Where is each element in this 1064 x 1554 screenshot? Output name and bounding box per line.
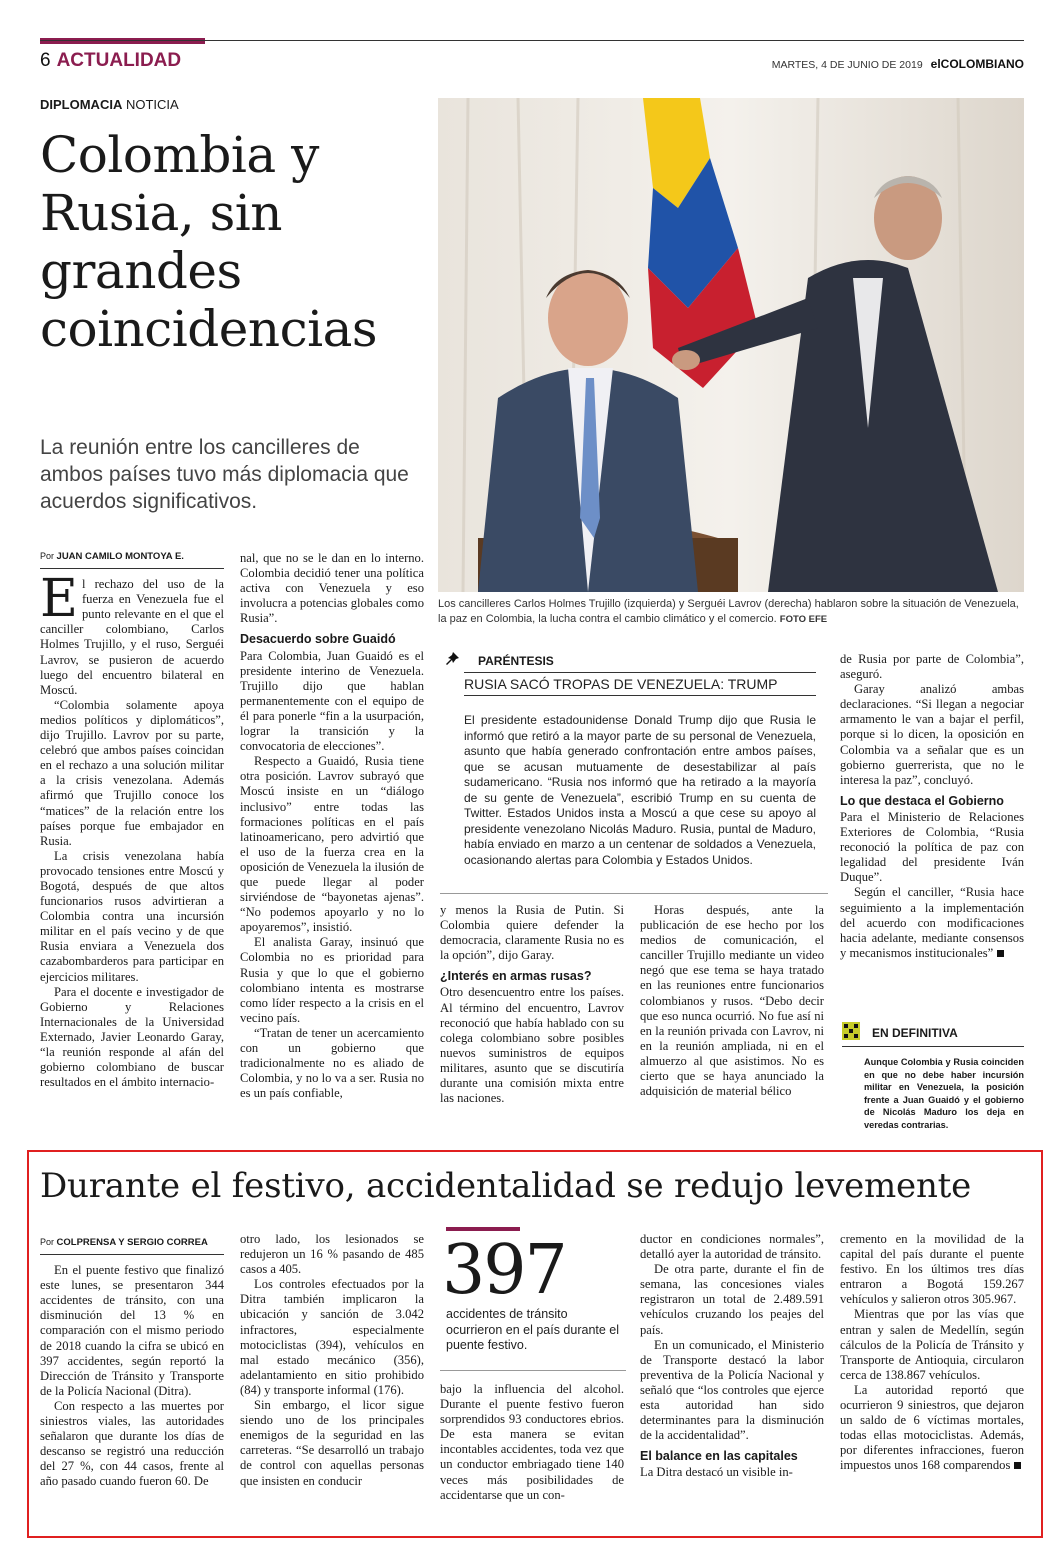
sidebar-body: El presidente estadounidense Donald Trump dijo que Rusia le informó que retiró a la mayor parte de su personal de Venezuela, asunto que había generado confrontación entre ambos países, que se acusan mutuamente de desestabilizar al país sudamericano. “Rusia nos informó que ha retirado a la mayoría de su gente de Venezuela”, escribió Trump en su cuenta de Twitter. Estados Unidos insta a Moscú a que cese su apoyo al presidente venezolano Nicolás Maduro. Rusia, puntal de Maduro, había enviado en marzo a un centenar de soldados a Venezuela, ocasionando alertas para Colombia y Estados Unidos. bbox=[464, 713, 816, 867]
paragraph: Otro desencuentro entre los países. Al término del encuentro, Lavrov reconoció que había hablado con su colega colombiano sobre posibles nuevos suministros de equipos militares, asunto que se discutiría durante una comisión mixta entre las naciones. bbox=[440, 985, 624, 1106]
paragraph: y menos la Rusia de Putin. Si Colombia quiere defender la democracia, claramente Rusia no es la opción”, dijo Garay. bbox=[440, 903, 624, 963]
section-accent-bar bbox=[40, 38, 205, 44]
summary-rule bbox=[842, 1046, 1024, 1047]
paragraph: Para el Ministerio de Relaciones Exteriores de Colombia, “Rusia reconoció la política de paz con legalidad del presidente Iván Duque”. bbox=[840, 809, 1024, 885]
section-name: ACTUALIDAD bbox=[56, 50, 182, 71]
byline-prefix: Por bbox=[40, 1237, 55, 1247]
paragraph: ductor en condiciones normales”, detalló ayer la autoridad de tránsito. bbox=[640, 1232, 824, 1262]
photo-caption bbox=[438, 597, 1024, 627]
kicker-type: NOTICIA bbox=[125, 97, 179, 112]
sidebar-bottom-rule bbox=[440, 893, 828, 894]
header-rule bbox=[40, 40, 1024, 41]
end-mark bbox=[1014, 1462, 1021, 1469]
paragraph bbox=[840, 885, 1024, 960]
paragraph: Los controles efectuados por la Ditra también implicaron la ubicación y sanción de 3.042 infractores, especialmente motociclistas (394), vehículos en mal estado mecánico (356), adelantamiento en sitio prohibido (84) y transporte informal (176). bbox=[240, 1277, 424, 1397]
paragraph: En el puente festivo que finalizó este lunes, se presentaron 344 accidentes de tránsito, con una disminución del 13 % en comparación con el mismo periodo de 2018 cuando la cifra se ubicó en 397 accidentes, según reportó la Dirección de Tránsito y Transporte de la Policía Nacional (Ditra). bbox=[40, 1263, 224, 1398]
stat-number: 397 bbox=[442, 1231, 566, 1310]
paragraph: Con respecto a las muertes por siniestros viales, las autoridades señalaron que durante los días de descanso se registró una reducción del 27 %, con 44 casos, frente al año pasado cuando fueron 60. De bbox=[40, 1398, 224, 1489]
pushpin-icon bbox=[444, 651, 460, 667]
paragraph: El analista Garay, insinuó que Colombia no es prioridad para Rusia y que lo que el gobierno colombiano intenta es mostrarse como líder respecto a la crisis en el vecino país. bbox=[240, 935, 424, 1025]
paragraph: cremento en la movilidad de la capital del país durante el puente festivo. En los últimos tres días entraron a Bogotá 159.267 vehículos y salieron otros 305.967. bbox=[840, 1232, 1024, 1307]
stat-rule bbox=[440, 1370, 626, 1371]
dateline bbox=[772, 57, 1024, 71]
paragraph: En un comunicado, el Ministerio de Transporte destacó la labor preventiva de la Policía Nacional y señaló que “los controles que ejerce esta autoridad han sido determinantes para la disminución de la accidentalidad”. bbox=[640, 1337, 824, 1443]
byline-author: JUAN CAMILO MONTOYA E. bbox=[56, 551, 184, 562]
article1-column-3 bbox=[440, 903, 624, 1106]
stat-description: accidentes de tránsito ocurrieron en el país durante el puente festivo. bbox=[446, 1307, 620, 1352]
paragraph: “Colombia solamente apoya medios políticos y diplomáticos”, dijo Trujillo. Lavrov por su parte, celebró que ambos países coincidan en el rechazo a una solución militar a la crisis venezolana. Además afirmó que Trujillo conoce los “matices” de la relación entre los países porque fue embajador en Rusia. bbox=[40, 697, 224, 848]
byline-prefix: Por bbox=[40, 551, 55, 561]
byline bbox=[40, 1235, 224, 1255]
paragraph: “Tratan de tener un acercamiento con un gobierno que tradicionalmente no es aliado de Colombia, y no lo va a ser. Rusia no es un país confiable, bbox=[240, 1025, 424, 1101]
paragraph: Respecto a Guaidó, Rusia tiene otra posición. Lavrov subrayó que Moscú insiste en un “diálogo inclusivo” entre todas las formaciones políticas en el país latinoamericano, pero advirtió que el uso de la fuerza crea en la oposición de Venezuela la ilusión de que puede llegar al poder sirviéndose de “bayonetas ajenas”. “No podemos apoyarlo y no lo apoyaremos”, insistió. bbox=[240, 754, 424, 935]
paragraph-text: Según el canciller, “Rusia hace seguimiento a la implementación del acuerdo con modificaciones hacia adelante, mediante consensos y mecanismos institucionales” bbox=[840, 885, 1024, 960]
subhead: Lo que destaca el Gobierno bbox=[840, 793, 1004, 808]
section-label bbox=[40, 50, 181, 72]
article2-column-3 bbox=[440, 1382, 624, 1503]
subhead: El balance en las capitales bbox=[640, 1449, 798, 1464]
article2-headline: Durante el festivo, accidentalidad se redujo levemente bbox=[40, 1166, 972, 1206]
definitiva-icon bbox=[842, 1022, 860, 1040]
summary-label: EN DEFINITIVA bbox=[872, 1026, 958, 1040]
paragraph: La Ditra destacó un visible in- bbox=[640, 1465, 793, 1480]
article1-column-4 bbox=[640, 903, 824, 1099]
brand-logo: elCOLOMBIANO bbox=[930, 57, 1024, 71]
byline bbox=[40, 549, 224, 569]
article1-column-2 bbox=[240, 551, 424, 1101]
paragraph: La crisis venezolana había provocado tensiones entre Moscú y Bogotá, después de que altos funcionarios rusos advirtieran a Colombia contra una incursión militar en el país vecino y de que Rusia enviara a Venezuela dos cazabombarderos para participar en ejercicios militares. bbox=[40, 848, 224, 984]
subhead: Desacuerdo sobre Guaidó bbox=[240, 632, 396, 647]
paragraph: Para Colombia, Juan Guaidó es el presidente interino de Venezuela. Trujillo dijo que hablan permanentemente con el equipo de él para ponerle “fin a la usurpación, lograr la transición y la convocatoria de elecciones”. bbox=[240, 648, 424, 754]
paragraph: Mientras que por las vías que entran y salen de Medellín, según cálculos de la Policía de Tránsito y Transporte de Antioquia, circularon cerca de 138.867 vehículos. bbox=[840, 1307, 1024, 1382]
end-mark bbox=[997, 950, 1004, 957]
paragraph-text: l rechazo del uso de la fuerza en Venezuela fue el punto relevante en el que el canciller colombiano, Carlos Holmes Trujillo, y el ruso, Serguéi Lavrov, se pusieron de acuerdo luego del encuentro bilateral en Moscú. bbox=[40, 577, 224, 697]
paragraph: Horas después, ante la publicación de ese hecho por los medios de comunicación, el canciller Trujillo mediante un video negó que ese tema se haya tratado en las reuniones entre funcionarios colombianos y rusos. “Debo decir que eso nunca ocurrió. No fue así ni en la reunión privada con Lavrov, ni en la reunión ampliada, ni en el almuerzo al que asistimos. No es cierto que se haya anunciado la adquisición de material bélico bbox=[640, 903, 824, 1099]
photo-credit: FOTO EFE bbox=[779, 614, 828, 625]
paragraph bbox=[40, 569, 224, 698]
paragraph: bajo la influencia del alcohol. Durante el puente festivo fueron sorprendidos 93 conductores ebrios. De esta manera se evitan incontables accidentes, toda vez que un conductor embriagado tiene 140 veces más posibilidades de accidentarse que un con- bbox=[440, 1382, 624, 1502]
paragraph bbox=[840, 1383, 1024, 1474]
paragraph: De otra parte, durante el fin de semana, las concesiones viales registraron un total de 2.489.591 vehículos cruzando los peajes del país. bbox=[640, 1262, 824, 1337]
subhead: ¿Interés en armas rusas? bbox=[440, 969, 592, 984]
paragraph: Sin embargo, el licor sigue siendo uno de los principales enemigos de la seguridad en las carreteras. “Se desarrolló un trabajo de control con aquellas personas que insisten en conducir bbox=[240, 1398, 424, 1488]
kicker bbox=[40, 97, 179, 112]
sidebar-label: PARÉNTESIS bbox=[478, 654, 554, 668]
byline-author: COLPRENSA Y SERGIO CORREA bbox=[56, 1237, 208, 1248]
deck: La reunión entre los cancilleres de ambos países tuvo más diplomacia que acuerdos significativos. bbox=[40, 436, 409, 513]
article2-column-2 bbox=[240, 1232, 424, 1489]
caption-text: Los cancilleres Carlos Holmes Trujillo (izquierda) y Serguéi Lavrov (derecha) hablaron sobre la situación de Venezuela, la paz en Colombia, la lucha contra el cambio climático y el comercio. bbox=[438, 598, 1019, 625]
page-number: 6 bbox=[40, 50, 51, 71]
paragraph: Garay analizó ambas declaraciones. “Si llegan a negociar armamento le van a bajar el perfil, porque si lo dicen, la oposición en Colombia va a señalar que es un gobierno guerrerista, que no le interesa la paz”, concluyó. bbox=[840, 682, 1024, 787]
article1-column-5 bbox=[840, 652, 1024, 961]
sidebar-title: RUSIA SACÓ TROPAS DE VENEZUELA: TRUMP bbox=[464, 672, 816, 696]
paragraph: Para el docente e investigador de Gobierno y Relaciones Internacionales de la Universidad Externado, Javier Leonardo Garay, “la reunión responde al afán del gobierno colombiano de buscar resultados en el ámbito internacio- bbox=[40, 984, 224, 1090]
paragraph: de Rusia por parte de Colombia”, aseguró. bbox=[840, 652, 1024, 682]
article2-column-5 bbox=[840, 1232, 1024, 1474]
paragraph: otro lado, los lesionados se redujeron un 16 % pasando de 485 casos a 405. bbox=[240, 1232, 424, 1277]
kicker-topic: DIPLOMACIA bbox=[40, 97, 123, 112]
article2-column-4 bbox=[640, 1232, 824, 1481]
article1-column-1 bbox=[40, 549, 224, 1090]
photo bbox=[438, 98, 1024, 592]
article2-column-1 bbox=[40, 1235, 224, 1490]
paragraph-text: La autoridad reportó que ocurrieron 9 siniestros, que dejaron un saldo de 6 víctimas mortales, todas ellas motociclistas. Además, por diferentes infracciones, fueron impuestos unos 168 comparendos bbox=[840, 1382, 1024, 1473]
headline: Colombia y Rusia, sin grandes coincidencias bbox=[40, 126, 378, 358]
drop-cap: E bbox=[40, 569, 78, 630]
issue-date: MARTES, 4 DE JUNIO DE 2019 bbox=[771, 59, 923, 71]
summary-body: Aunque Colombia y Rusia coinciden en que no debe haber incursión militar en Venezuela, la posición frente a Juan Guaidó y el gobierno de Nicolás Maduro los deja en veredas contrarias. bbox=[864, 1057, 1024, 1130]
paragraph: nal, que no se le dan en lo interno. Colombia decidió tener una política activa con Venezuela y eso involucra a potencias globales como Rusia”. bbox=[240, 551, 424, 626]
cancilleres-photo bbox=[438, 98, 1024, 592]
